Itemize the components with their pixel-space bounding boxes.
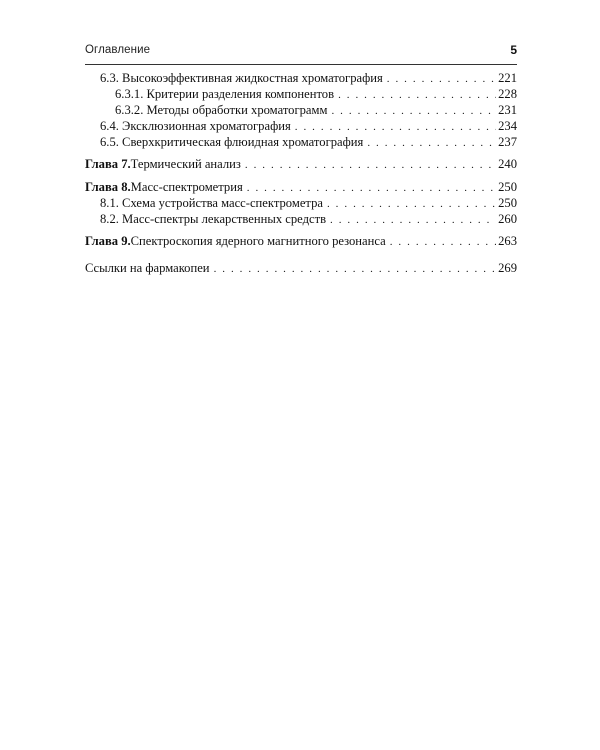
toc-entry-label: Ссылки на фармакопеи	[85, 261, 210, 275]
toc-entry-6-4[interactable]	[100, 118, 517, 134]
toc-entry-label: Термический анализ	[130, 157, 241, 171]
toc-entry-6-3-1[interactable]	[115, 86, 517, 102]
toc-entry-6-3[interactable]	[100, 70, 517, 86]
toc-entry-page: 250	[498, 196, 517, 210]
toc-entry-page: 234	[498, 119, 517, 133]
dot-leader	[330, 212, 496, 227]
toc-entry-label: 6.4. Эксклюзионная хроматография	[100, 119, 291, 133]
dot-leader	[245, 157, 496, 172]
toc-entry-label: 6.3. Высокоэффективная жидкостная хроматография	[100, 71, 383, 85]
dot-leader	[327, 196, 496, 211]
toc-entry-prefix: Глава 7.	[85, 157, 131, 171]
toc-entry-label: 8.1. Схема устройства масс-спектрометра	[100, 196, 323, 210]
running-head-title: Оглавление	[85, 44, 151, 56]
dot-leader	[214, 261, 497, 276]
toc-entry-prefix: Глава 9.	[85, 234, 131, 248]
toc-entry-label: Масс-спектрометрия	[130, 180, 243, 194]
dot-leader	[247, 180, 496, 195]
toc-entry-pharmacopoeia-refs[interactable]	[85, 260, 517, 276]
dot-leader	[367, 135, 496, 150]
toc-entry-page: 231	[498, 103, 517, 117]
toc-entry-label: 6.3.2. Методы обработки хроматограмм	[115, 103, 328, 117]
toc-entry-label: 6.5. Сверхкритическая флюидная хроматография	[100, 135, 364, 149]
toc-entry-chapter-7[interactable]	[85, 156, 517, 172]
dot-leader	[387, 71, 496, 86]
toc-entry-label: Спектроскопия ядерного магнитного резонанса	[130, 234, 386, 248]
toc-entry-page: 260	[498, 212, 517, 226]
toc-entry-chapter-8[interactable]	[85, 179, 517, 195]
toc-entry-prefix: Глава 8.	[85, 180, 131, 194]
toc-entry-page: 228	[498, 87, 517, 101]
toc-entry-8-2[interactable]	[100, 211, 517, 227]
toc-entry-label: 6.3.1. Критерии разделения компонентов	[115, 87, 335, 101]
toc-entry-chapter-9[interactable]	[85, 233, 517, 249]
toc-entry-6-5[interactable]	[100, 134, 517, 150]
toc-entry-page: 237	[498, 135, 517, 149]
toc-entry-page: 263	[498, 234, 517, 248]
toc-entry-6-3-2[interactable]	[115, 102, 517, 118]
toc-entry-label: 8.2. Масс-спектры лекарственных средств	[100, 212, 327, 226]
dot-leader	[338, 87, 496, 102]
toc-entry-8-1[interactable]	[100, 195, 517, 211]
toc-entry-page: 269	[498, 261, 517, 275]
toc-entry-page: 240	[498, 157, 517, 171]
toc-entry-page: 250	[498, 180, 517, 194]
dot-leader	[331, 103, 496, 118]
dot-leader	[390, 234, 496, 249]
running-head	[85, 44, 517, 62]
toc-entry-page: 221	[498, 71, 517, 85]
header-rule	[85, 64, 517, 65]
page-number: 5	[510, 43, 517, 57]
dot-leader	[295, 119, 496, 134]
